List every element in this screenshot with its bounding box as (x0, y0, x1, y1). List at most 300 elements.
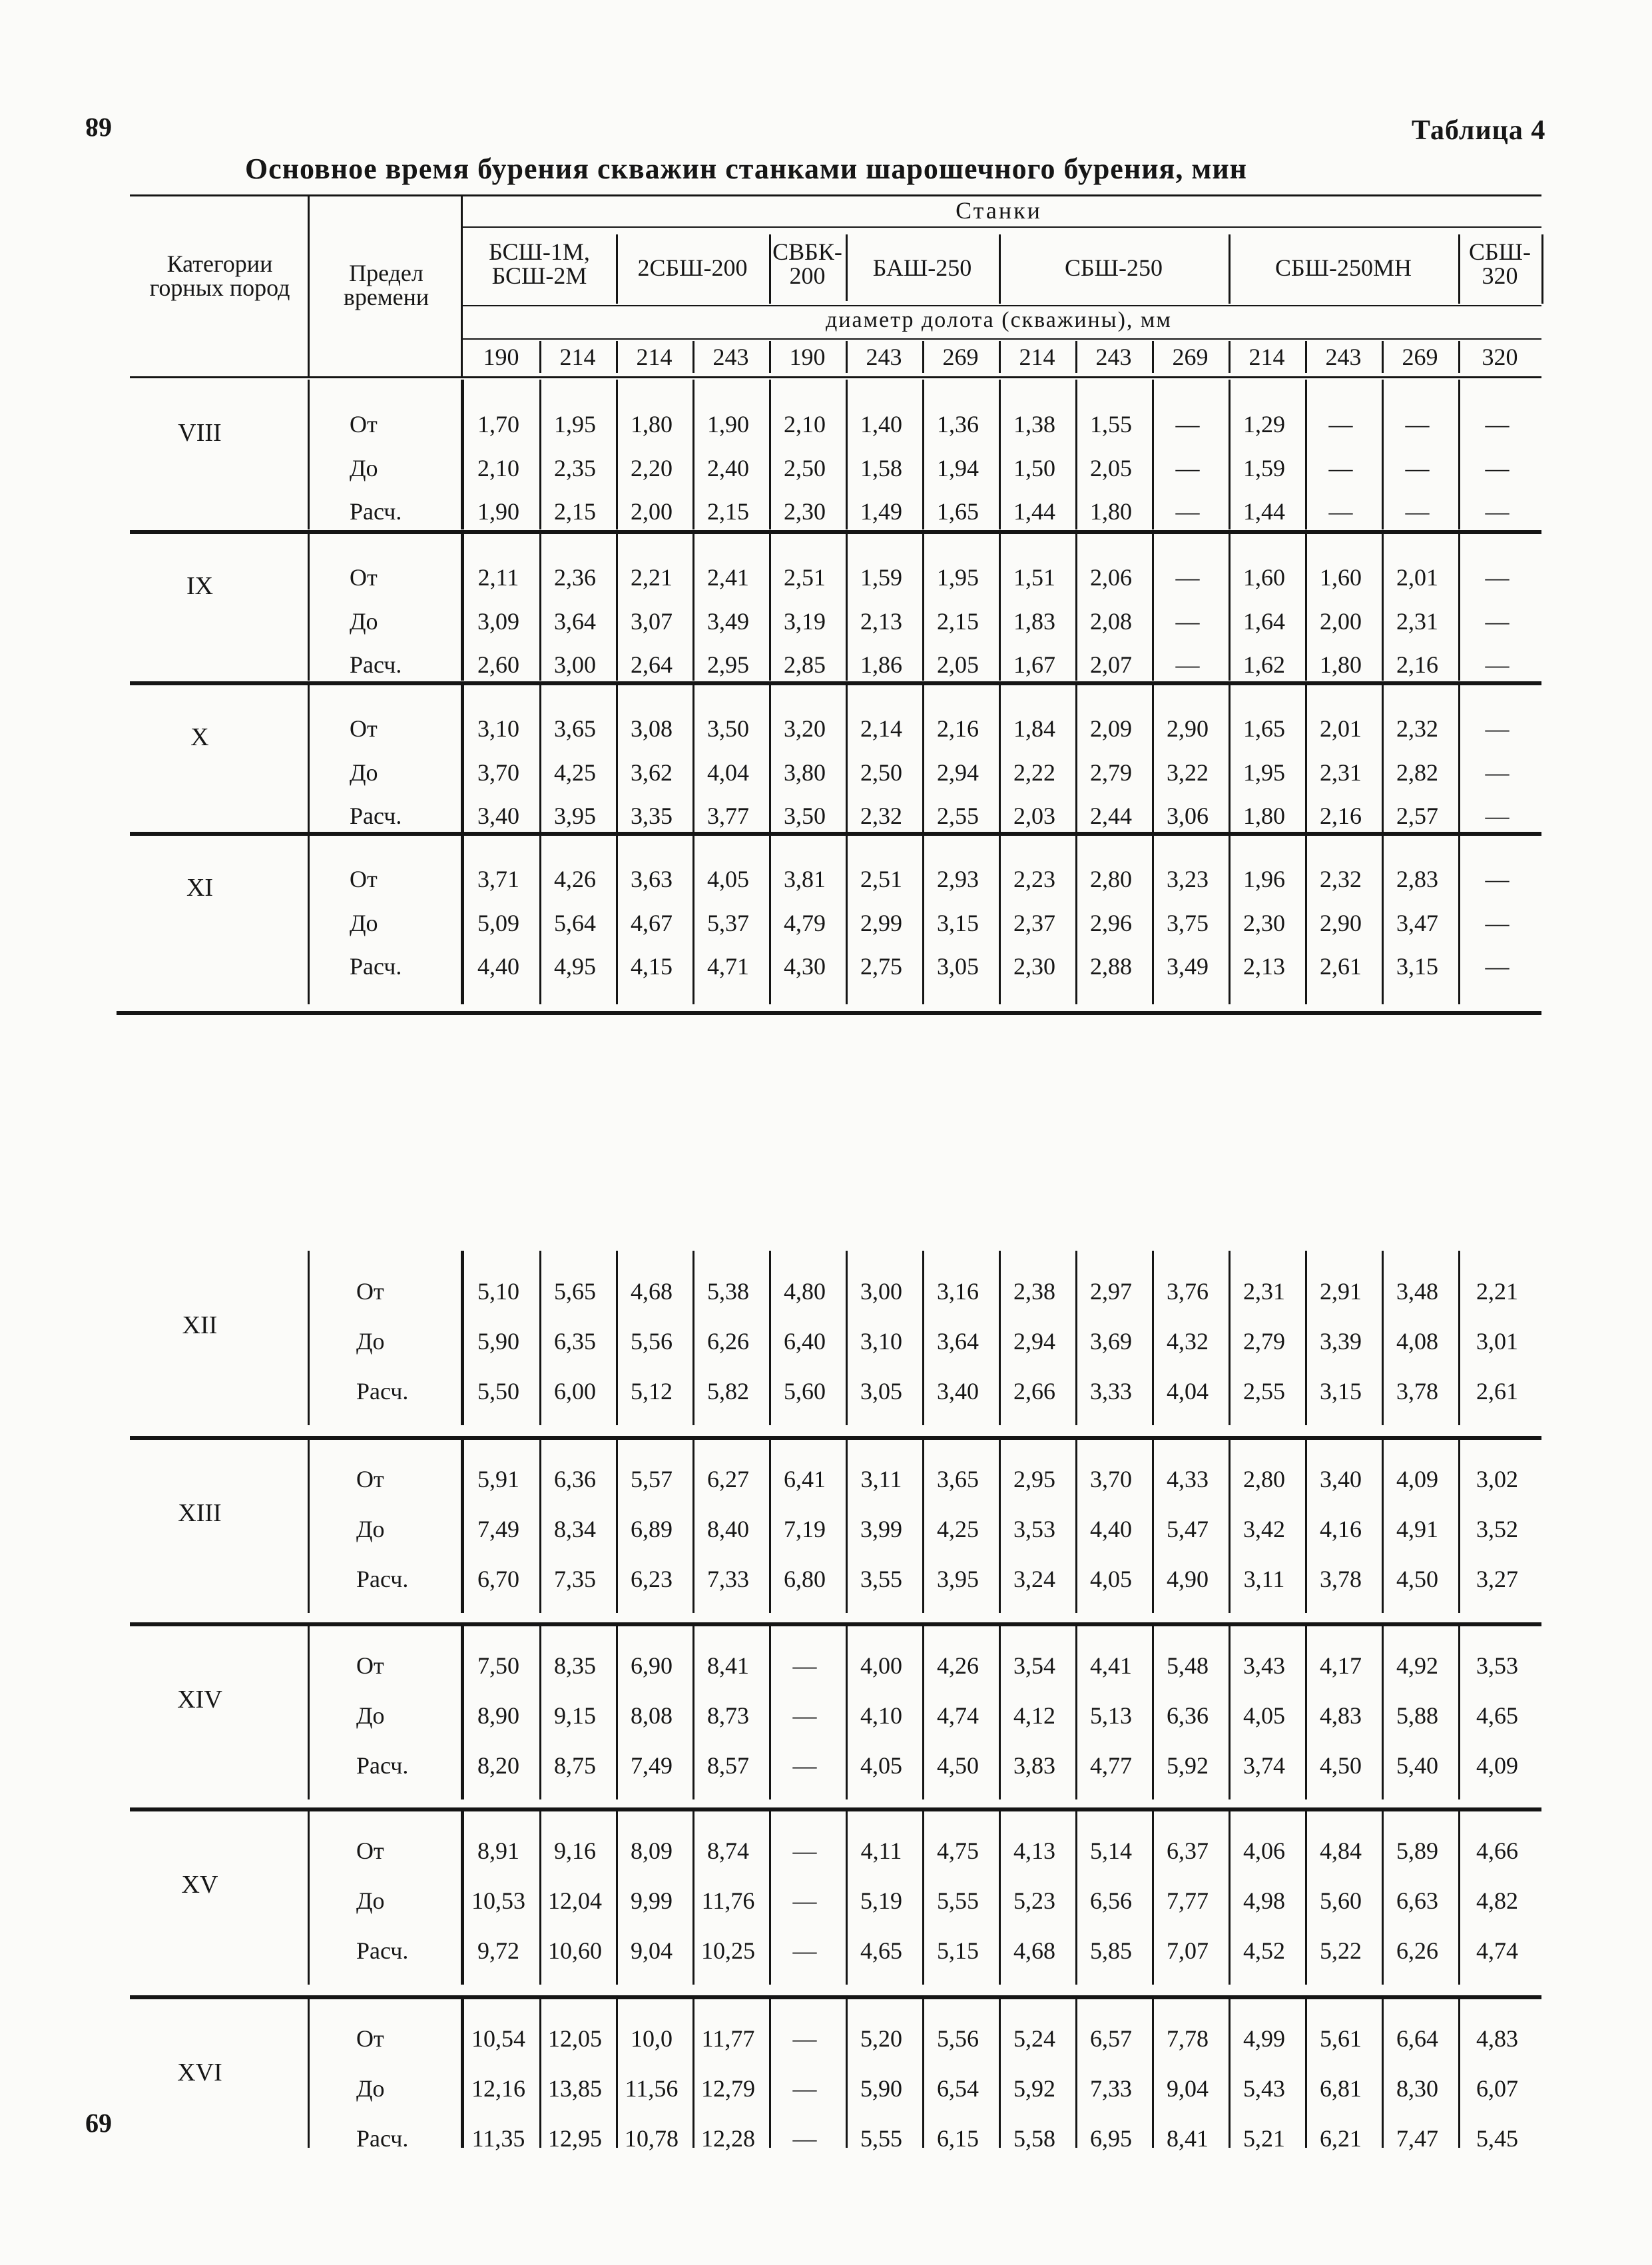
value-cell: 12,28 (701, 2125, 755, 2152)
value-cell: 3,70 (477, 759, 519, 786)
value-cell: 3,02 (1476, 1466, 1518, 1492)
value-cell: 2,32 (860, 803, 902, 830)
value-cell: 5,50 (477, 1378, 519, 1405)
value-cell: 7,33 (707, 1566, 749, 1592)
value-cell: 4,15 (631, 953, 673, 980)
limit-label: От (356, 2025, 384, 2052)
value-cell: 3,53 (1476, 1652, 1518, 1679)
diameter-cell: 243 (1095, 344, 1132, 370)
value-cell: 3,78 (1320, 1566, 1362, 1592)
value-cell: 3,23 (1167, 865, 1209, 892)
category-label: XV (181, 1871, 218, 1899)
value-cell: 6,00 (554, 1378, 596, 1405)
value-cell: — (1175, 563, 1200, 591)
value-cell: 2,93 (937, 865, 979, 892)
value-cell: 2,97 (1090, 1278, 1132, 1305)
value-cell: 5,64 (554, 909, 596, 936)
diameter-divider (1305, 341, 1307, 373)
category-label: VIII (178, 419, 222, 447)
machine-header-2: 2СБШ-200 (637, 254, 748, 281)
value-cell: 3,75 (1167, 909, 1209, 936)
value-cell: 4,05 (860, 1752, 902, 1779)
value-cell: 1,36 (937, 410, 979, 438)
value-cell: 9,04 (631, 1937, 673, 1964)
diameter-cell: 190 (789, 344, 826, 370)
value-cell: 2,50 (784, 454, 826, 482)
value-cell: — (1485, 759, 1510, 786)
value-cell: 11,35 (471, 2125, 525, 2152)
value-cell: 5,58 (1013, 2125, 1055, 2152)
value-cell: 8,35 (554, 1652, 596, 1679)
value-cell: 2,61 (1320, 953, 1362, 980)
value-cell: 8,73 (707, 1702, 749, 1729)
machine-header-4: БАШ-250 (872, 254, 972, 281)
value-cell: 4,92 (1396, 1652, 1438, 1679)
value-cell: 8,41 (707, 1652, 749, 1679)
limit-label: От (356, 1652, 384, 1679)
category-label: X (190, 723, 209, 751)
value-cell: 6,21 (1320, 2125, 1362, 2152)
value-cell: 2,05 (937, 651, 979, 679)
value-cell: 1,95 (554, 410, 596, 438)
diameter-cell: 269 (1402, 344, 1438, 370)
value-cell: 4,71 (707, 953, 749, 980)
diameter-divider (1382, 341, 1384, 373)
value-cell: 3,55 (860, 1566, 902, 1592)
value-cell: 4,83 (1320, 1702, 1362, 1729)
value-cell: 4,25 (554, 759, 596, 786)
value-cell: 2,16 (1396, 651, 1438, 679)
value-cell: 5,43 (1243, 2075, 1285, 2102)
value-cell: 6,26 (707, 1328, 749, 1355)
value-cell: 2,31 (1320, 759, 1362, 786)
value-cell: 1,49 (860, 498, 902, 525)
value-cell: — (1328, 498, 1353, 525)
diameter-divider (999, 341, 1001, 373)
col-divider-limit (308, 1251, 310, 1425)
value-cell: 3,15 (1320, 1378, 1362, 1405)
diameter-cell: 214 (1248, 344, 1285, 370)
value-cell: 2,99 (860, 909, 902, 936)
value-cell: 9,99 (631, 1887, 673, 1914)
value-cell: 1,59 (860, 563, 902, 591)
value-cell: 6,23 (631, 1566, 673, 1592)
value-cell: 3,35 (631, 803, 673, 830)
limit-label: Расч. (350, 651, 402, 679)
value-cell: 6,07 (1476, 2075, 1518, 2102)
header-rule-numbers (463, 338, 1541, 340)
value-cell: 1,96 (1243, 865, 1285, 892)
value-cell: 7,35 (554, 1566, 596, 1592)
value-cell: 2,51 (860, 865, 902, 892)
value-cell: 2,09 (1090, 715, 1132, 742)
value-cell: 2,30 (784, 498, 826, 525)
value-cell: 12,16 (471, 2075, 525, 2102)
limit-label: Расч. (356, 1378, 409, 1405)
value-cell: 1,60 (1320, 563, 1362, 591)
header-machines-group: Станки (956, 197, 1042, 224)
value-cell: 11,56 (625, 2075, 679, 2102)
value-cell: 4,26 (937, 1652, 979, 1679)
diameter-divider (1229, 341, 1231, 373)
value-cell: 4,80 (784, 1278, 826, 1305)
value-cell: 2,00 (631, 498, 673, 525)
value-cell: 5,19 (860, 1887, 902, 1914)
page-number-bottom: 69 (85, 2108, 112, 2138)
value-cell: 3,95 (937, 1566, 979, 1592)
value-cell: 6,35 (554, 1328, 596, 1355)
value-cell: 3,99 (860, 1516, 902, 1542)
category-label: XIII (178, 1499, 222, 1527)
value-cell: 13,85 (548, 2075, 602, 2102)
machine-header-5: СБШ-250 (1065, 254, 1163, 281)
value-cell: 12,79 (701, 2075, 755, 2102)
value-cell: 3,65 (554, 715, 596, 742)
value-cell: 3,49 (1167, 953, 1209, 980)
machine-divider-right (1541, 234, 1543, 304)
value-cell: — (1405, 454, 1430, 482)
value-cell: 3,71 (477, 865, 519, 892)
limit-label: От (356, 1466, 384, 1492)
value-cell: 5,10 (477, 1278, 519, 1305)
value-cell: 5,92 (1013, 2075, 1055, 2102)
value-cell: 1,64 (1243, 607, 1285, 635)
value-cell: 5,47 (1167, 1516, 1209, 1542)
value-cell: 2,21 (631, 563, 673, 591)
value-cell: 4,04 (1167, 1378, 1209, 1405)
value-cell: 6,56 (1090, 1887, 1132, 1914)
value-cell: 3,52 (1476, 1516, 1518, 1542)
value-cell: 3,22 (1167, 759, 1209, 786)
value-cell: 2,96 (1090, 909, 1132, 936)
value-cell: 2,21 (1476, 1278, 1518, 1305)
value-cell: 5,65 (554, 1278, 596, 1305)
value-cell: 6,36 (554, 1466, 596, 1492)
value-cell: 4,84 (1320, 1837, 1362, 1864)
machine-header-3: СВБК- 200 (772, 238, 842, 289)
value-cell: 8,90 (477, 1702, 519, 1729)
value-cell: 2,83 (1396, 865, 1438, 892)
value-cell: 4,74 (937, 1702, 979, 1729)
value-cell: 1,51 (1013, 563, 1055, 591)
value-cell: 5,15 (937, 1937, 979, 1964)
limit-label: Расч. (350, 803, 402, 830)
value-cell: 3,08 (631, 715, 673, 742)
value-cell: 2,55 (937, 803, 979, 830)
category-label: IX (186, 572, 214, 600)
limit-label: До (350, 454, 378, 482)
value-cell: 2,38 (1013, 1278, 1055, 1305)
value-cell: 5,48 (1167, 1652, 1209, 1679)
value-cell: 3,19 (784, 607, 826, 635)
limit-label: До (356, 1516, 385, 1542)
value-cell: 8,75 (554, 1752, 596, 1779)
value-cell: 3,95 (554, 803, 596, 830)
value-cell: 2,60 (477, 651, 519, 679)
value-cell: 5,82 (707, 1378, 749, 1405)
value-cell: 2,32 (1396, 715, 1438, 742)
category-label: XVI (177, 2059, 222, 2087)
value-cell: — (1485, 563, 1510, 591)
col-divider-limit (308, 1625, 310, 1799)
value-cell: 6,36 (1167, 1702, 1209, 1729)
value-cell: 1,84 (1013, 715, 1055, 742)
value-cell: 4,50 (1396, 1566, 1438, 1592)
value-cell: 5,13 (1090, 1702, 1132, 1729)
value-cell: 3,11 (860, 1466, 902, 1492)
value-cell: 2,35 (554, 454, 596, 482)
value-cell: 5,61 (1320, 2025, 1362, 2052)
value-cell: 4,98 (1243, 1887, 1285, 1914)
value-cell: 12,05 (548, 2025, 602, 2052)
group-separator (130, 1807, 1541, 1811)
value-cell: 6,64 (1396, 2025, 1438, 2052)
value-cell: 12,95 (548, 2125, 602, 2152)
diameter-divider (922, 341, 924, 373)
value-cell: 3,48 (1396, 1278, 1438, 1305)
value-cell: 2,85 (784, 651, 826, 679)
value-cell: 5,37 (707, 909, 749, 936)
value-cell: — (1485, 803, 1510, 830)
value-cell: 3,80 (784, 759, 826, 786)
limit-label: От (350, 715, 378, 742)
value-cell: 12,04 (548, 1887, 602, 1914)
limit-label: Расч. (356, 1752, 409, 1779)
value-cell: 6,95 (1090, 2125, 1132, 2152)
value-cell: 2,79 (1243, 1328, 1285, 1355)
value-cell: 4,05 (1090, 1566, 1132, 1592)
header-rule-machines (463, 226, 1541, 228)
page-number-top: 68 (85, 113, 112, 143)
value-cell: 6,89 (631, 1516, 673, 1542)
value-cell: 10,78 (625, 2125, 679, 2152)
value-cell: 1,95 (1243, 759, 1285, 786)
value-cell: 2,16 (1320, 803, 1362, 830)
value-cell: 3,33 (1090, 1378, 1132, 1405)
value-cell: — (792, 1652, 817, 1679)
value-cell: 4,26 (554, 865, 596, 892)
value-cell: — (792, 1752, 817, 1779)
value-cell: 2,32 (1320, 865, 1362, 892)
value-cell: 4,77 (1090, 1752, 1132, 1779)
value-cell: 5,88 (1396, 1702, 1438, 1729)
value-cell: 4,65 (860, 1937, 902, 1964)
value-cell: 7,33 (1090, 2075, 1132, 2102)
diameter-cell: 190 (483, 344, 519, 370)
value-cell: 2,22 (1013, 759, 1055, 786)
value-cell: 2,01 (1320, 715, 1362, 742)
value-cell: 2,00 (1320, 607, 1362, 635)
value-cell: 4,83 (1476, 2025, 1518, 2052)
value-cell: 5,92 (1167, 1752, 1209, 1779)
limit-label: Расч. (350, 498, 402, 525)
value-cell: 4,40 (477, 953, 519, 980)
header-diameter-label: диаметр долота (скважины), мм (826, 308, 1172, 332)
value-cell: 2,64 (631, 651, 673, 679)
value-cell: 5,90 (477, 1328, 519, 1355)
header-limit: Предел времени (343, 260, 429, 310)
value-cell: 2,31 (1396, 607, 1438, 635)
value-cell: 3,07 (631, 607, 673, 635)
col-divider-limit (308, 1998, 310, 2148)
value-cell: 3,42 (1243, 1516, 1285, 1542)
value-cell: 2,03 (1013, 803, 1055, 830)
value-cell: 3,81 (784, 865, 826, 892)
value-cell: 4,66 (1476, 1837, 1518, 1864)
value-cell: 2,30 (1243, 909, 1285, 936)
value-cell: 6,54 (937, 2075, 979, 2102)
machine-header-1: БСШ-1М, БСШ-2М (489, 238, 590, 289)
value-cell: 8,57 (707, 1752, 749, 1779)
diameter-cell: 269 (942, 344, 979, 370)
limit-label: До (350, 909, 378, 936)
value-cell: 10,53 (471, 1887, 525, 1914)
machine-header-7: СБШ- 320 (1469, 238, 1531, 289)
diameter-divider (616, 341, 618, 373)
value-cell: 4,79 (784, 909, 826, 936)
value-cell: 3,50 (707, 715, 749, 742)
value-cell: 1,67 (1013, 651, 1055, 679)
value-cell: 2,55 (1243, 1378, 1285, 1405)
value-cell: 5,55 (860, 2125, 902, 2152)
value-cell: 7,78 (1167, 2025, 1209, 2052)
limit-label: До (356, 1328, 385, 1355)
value-cell: 3,69 (1090, 1328, 1132, 1355)
value-cell: 3,53 (1013, 1516, 1055, 1542)
value-cell: 7,07 (1167, 1937, 1209, 1964)
value-cell: 2,20 (631, 454, 673, 482)
table-title-text: Основное время бурения скважин станками шарошечного бурения, мин (244, 153, 1248, 185)
value-cell: 2,15 (554, 498, 596, 525)
value-cell: 4,05 (707, 865, 749, 892)
diameter-divider (539, 341, 541, 373)
value-cell: 5,21 (1243, 2125, 1285, 2152)
value-cell: 2,14 (860, 715, 902, 742)
value-cell: — (1328, 454, 1353, 482)
value-cell: — (1175, 651, 1200, 679)
value-cell: 2,50 (860, 759, 902, 786)
value-cell: 7,47 (1396, 2125, 1438, 2152)
value-cell: — (792, 1887, 817, 1914)
diameter-divider (1152, 341, 1154, 373)
value-cell: 2,30 (1013, 953, 1055, 980)
value-cell: 5,20 (860, 2025, 902, 2052)
value-cell: 5,91 (477, 1466, 519, 1492)
value-cell: 3,11 (1243, 1566, 1285, 1592)
value-cell: 3,40 (1320, 1466, 1362, 1492)
value-cell: 2,36 (554, 563, 596, 591)
value-cell: 2,15 (937, 607, 979, 635)
value-cell: 1,44 (1013, 498, 1055, 525)
limit-label: От (350, 410, 378, 438)
value-cell: 2,57 (1396, 803, 1438, 830)
value-cell: 3,27 (1476, 1566, 1518, 1592)
col-divider-limit (308, 684, 310, 832)
value-cell: — (1175, 498, 1200, 525)
value-cell: — (1405, 498, 1430, 525)
value-cell: — (1485, 909, 1510, 936)
diameter-divider (1075, 341, 1077, 373)
group-separator (130, 530, 1541, 534)
value-cell: 3,62 (631, 759, 673, 786)
col-divider-limit (308, 1439, 310, 1613)
value-cell: 6,26 (1396, 1937, 1438, 1964)
value-cell: 2,37 (1013, 909, 1055, 936)
diameter-cell: 269 (1172, 344, 1209, 370)
value-cell: 8,40 (707, 1516, 749, 1542)
value-cell: 4,99 (1243, 2025, 1285, 2052)
value-cell: 4,95 (554, 953, 596, 980)
value-cell: 9,15 (554, 1702, 596, 1729)
value-cell: 2,44 (1090, 803, 1132, 830)
value-cell: 2,90 (1320, 909, 1362, 936)
value-cell: 1,50 (1013, 454, 1055, 482)
value-cell: 5,09 (477, 909, 519, 936)
value-cell: 4,91 (1396, 1516, 1438, 1542)
value-cell: 2,66 (1013, 1378, 1055, 1405)
value-cell: 4,32 (1167, 1328, 1209, 1355)
value-cell: 3,64 (937, 1328, 979, 1355)
diameter-cell: 243 (866, 344, 902, 370)
value-cell: 8,91 (477, 1837, 519, 1864)
diameter-cell: 243 (712, 344, 749, 370)
value-cell: 10,54 (471, 2025, 525, 2052)
value-cell: 11,76 (701, 1887, 755, 1914)
value-cell: 1,62 (1243, 651, 1285, 679)
value-cell: — (1485, 651, 1510, 679)
value-cell: — (1485, 410, 1510, 438)
value-cell: 3,50 (784, 803, 826, 830)
table-title (0, 152, 1652, 186)
value-cell: 5,55 (937, 1887, 979, 1914)
value-cell: 3,43 (1243, 1652, 1285, 1679)
value-cell: 1,60 (1243, 563, 1285, 591)
value-cell: — (1485, 607, 1510, 635)
table-label: Таблица 4 (1412, 115, 1546, 146)
value-cell: 7,50 (477, 1652, 519, 1679)
value-cell: 1,80 (1243, 803, 1285, 830)
value-cell: 5,12 (631, 1378, 673, 1405)
value-cell: 5,90 (860, 2075, 902, 2102)
value-cell: 1,55 (1090, 410, 1132, 438)
value-cell: 5,60 (1320, 1887, 1362, 1914)
value-cell: 10,25 (701, 1937, 755, 1964)
value-cell: 4,67 (631, 909, 673, 936)
value-cell: 2,13 (860, 607, 902, 635)
value-cell: 11,77 (701, 2025, 755, 2052)
value-cell: 1,38 (1013, 410, 1055, 438)
value-cell: 4,65 (1476, 1702, 1518, 1729)
limit-label: До (350, 759, 378, 786)
value-cell: 7,49 (477, 1516, 519, 1542)
value-cell: 1,94 (937, 454, 979, 482)
limit-label: До (350, 607, 378, 635)
header-categories: Категории горных пород (149, 250, 290, 301)
value-cell: 4,50 (937, 1752, 979, 1779)
value-cell: 3,15 (937, 909, 979, 936)
diameter-divider (1458, 341, 1460, 373)
group-separator (130, 832, 1541, 836)
value-cell: 8,30 (1396, 2075, 1438, 2102)
value-cell: 1,95 (937, 563, 979, 591)
header-col-divider-1 (308, 196, 310, 378)
value-cell: 4,68 (1013, 1937, 1055, 1964)
value-cell: 1,86 (860, 651, 902, 679)
limit-label: Расч. (356, 1566, 409, 1592)
value-cell: 1,65 (937, 498, 979, 525)
value-cell: 4,30 (784, 953, 826, 980)
value-cell: 10,60 (548, 1937, 602, 1964)
